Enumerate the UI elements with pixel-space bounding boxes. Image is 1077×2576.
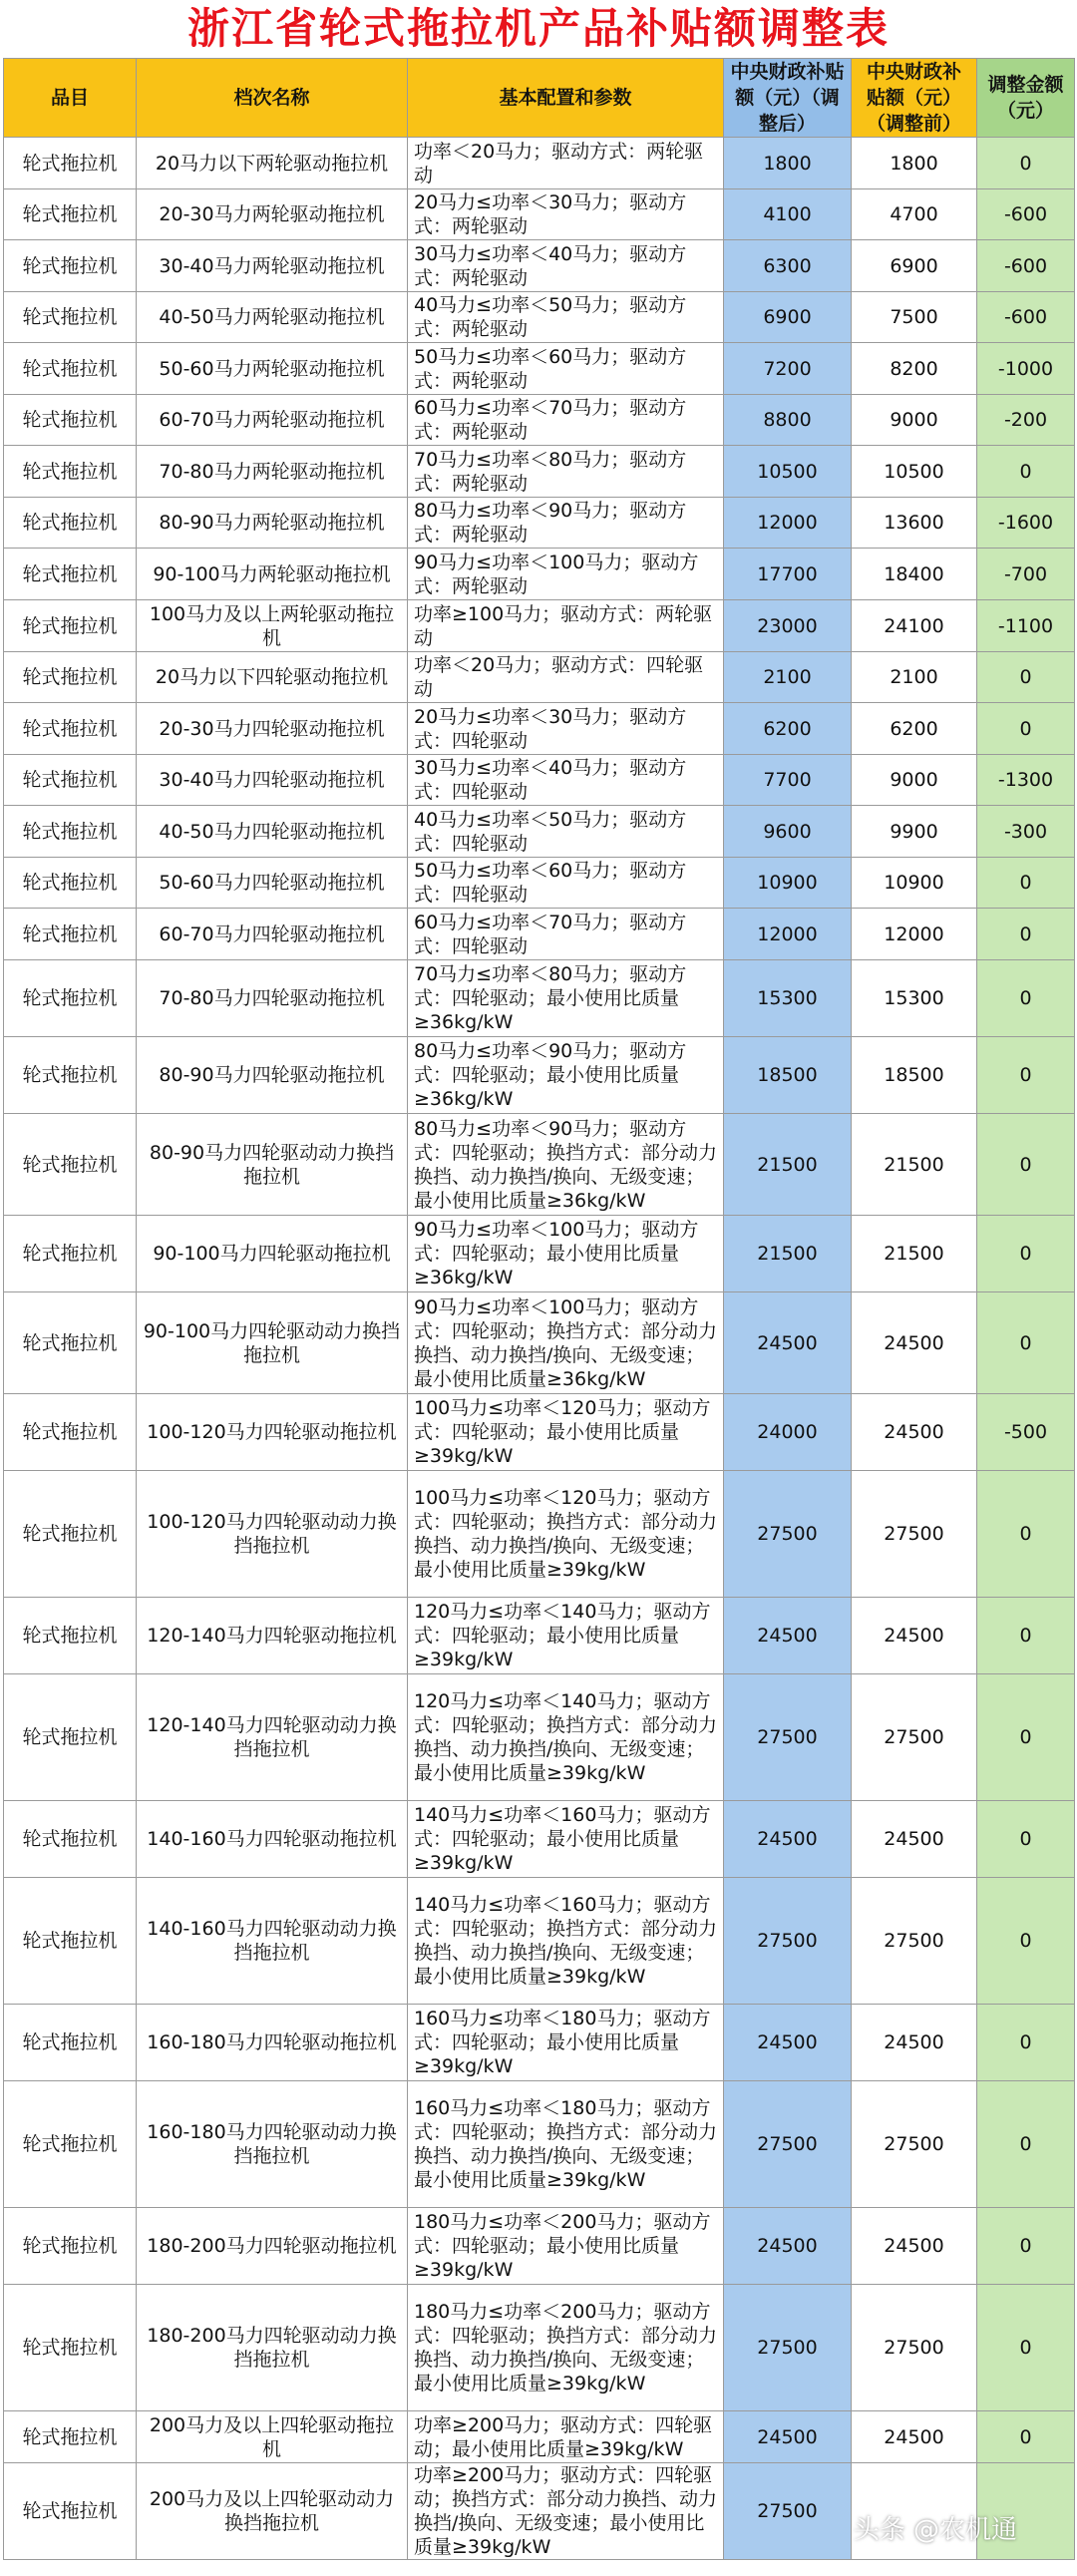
page-title: 浙江省轮式拖拉机产品补贴额调整表: [186, 4, 890, 53]
table-row: [4, 1674, 1075, 1801]
cell-subsidy-after: 6300: [724, 240, 852, 292]
cell-subsidy-after: 8800: [724, 395, 852, 446]
header-subsidy-before: 中央财政补贴额（元）（调整前）: [852, 59, 977, 138]
cell-subsidy-before: 10500: [852, 446, 977, 498]
cell-category: 轮式拖拉机: [4, 1292, 137, 1394]
cell-category: 轮式拖拉机: [4, 858, 137, 909]
cell-category: 轮式拖拉机: [4, 2411, 137, 2463]
cell-grade: 180-200马力四轮驱动拖拉机: [137, 2208, 408, 2285]
cell-category: 轮式拖拉机: [4, 240, 137, 292]
cell-grade: 50-60马力四轮驱动拖拉机: [137, 858, 408, 909]
cell-subsidy-after: 2100: [724, 652, 852, 703]
cell-grade: 30-40马力四轮驱动拖拉机: [137, 755, 408, 806]
header-adjustment: 调整金额（元）: [977, 59, 1075, 138]
cell-category: 轮式拖拉机: [4, 1114, 137, 1216]
cell-category: 轮式拖拉机: [4, 1801, 137, 1878]
table-row: [4, 498, 1075, 549]
cell-spec: 140马力≤功率＜160马力；驱动方式：四轮驱动；最小使用比质量≥39kg/kW: [408, 1801, 724, 1878]
cell-spec: 80马力≤功率＜90马力；驱动方式：两轮驱动: [408, 498, 724, 549]
cell-subsidy-after: 12000: [724, 909, 852, 960]
cell-category: 轮式拖拉机: [4, 189, 137, 240]
table-row: [4, 755, 1075, 806]
table-row: [4, 960, 1075, 1037]
header-spec: 基本配置和参数: [408, 59, 724, 138]
cell-grade: 20马力以下两轮驱动拖拉机: [137, 138, 408, 189]
cell-subsidy-after: 21500: [724, 1216, 852, 1292]
cell-grade: 100-120马力四轮驱动拖拉机: [137, 1394, 408, 1471]
cell-spec: 60马力≤功率＜70马力；驱动方式：两轮驱动: [408, 395, 724, 446]
cell-grade: 60-70马力四轮驱动拖拉机: [137, 909, 408, 960]
cell-spec: 160马力≤功率＜180马力；驱动方式：四轮驱动；换挡方式：部分动力换挡、动力换挡/换向、无级变速；最小使用比质量≥39kg/kW: [408, 2081, 724, 2208]
cell-adjustment: 0: [977, 652, 1075, 703]
cell-grade: 60-70马力两轮驱动拖拉机: [137, 395, 408, 446]
cell-adjustment: -500: [977, 1394, 1075, 1471]
cell-subsidy-before: 24500: [852, 1598, 977, 1674]
cell-subsidy-after: 21500: [724, 1114, 852, 1216]
cell-category: 轮式拖拉机: [4, 806, 137, 858]
table-row: [4, 1801, 1075, 1878]
table-row: [4, 1598, 1075, 1674]
cell-subsidy-before: 1800: [852, 138, 977, 189]
cell-subsidy-after: 24000: [724, 1394, 852, 1471]
cell-adjustment: 0: [977, 909, 1075, 960]
cell-spec: 30马力≤功率＜40马力；驱动方式：四轮驱动: [408, 755, 724, 806]
cell-subsidy-before: 8200: [852, 343, 977, 395]
cell-subsidy-before: 15300: [852, 960, 977, 1037]
cell-subsidy-before: 6900: [852, 240, 977, 292]
cell-spec: 100马力≤功率＜120马力；驱动方式：四轮驱动；最小使用比质量≥39kg/kW: [408, 1394, 724, 1471]
cell-category: 轮式拖拉机: [4, 446, 137, 498]
table-row: [4, 909, 1075, 960]
cell-category: 轮式拖拉机: [4, 703, 137, 755]
cell-adjustment: 0: [977, 1471, 1075, 1598]
table-row: [4, 549, 1075, 600]
cell-subsidy-after: 10900: [724, 858, 852, 909]
table-row: [4, 652, 1075, 703]
cell-adjustment: 0: [977, 1801, 1075, 1878]
table-row: [4, 2208, 1075, 2285]
cell-category: 轮式拖拉机: [4, 2463, 137, 2560]
cell-grade: 100马力及以上两轮驱动拖拉机: [137, 600, 408, 652]
table-row: [4, 292, 1075, 343]
cell-subsidy-after: 17700: [724, 549, 852, 600]
cell-subsidy-before: 24500: [852, 1292, 977, 1394]
cell-subsidy-after: 10500: [724, 446, 852, 498]
cell-spec: 100马力≤功率＜120马力；驱动方式：四轮驱动；换挡方式：部分动力换挡、动力换挡/换向、无级变速；最小使用比质量≥39kg/kW: [408, 1471, 724, 1598]
cell-subsidy-after: 7700: [724, 755, 852, 806]
table-row: [4, 189, 1075, 240]
cell-subsidy-after: 27500: [724, 2463, 852, 2560]
cell-adjustment: 0: [977, 446, 1075, 498]
table-row: [4, 2411, 1075, 2463]
cell-subsidy-after: 7200: [724, 343, 852, 395]
cell-subsidy-before: 24500: [852, 1394, 977, 1471]
cell-subsidy-after: 27500: [724, 1471, 852, 1598]
cell-category: 轮式拖拉机: [4, 395, 137, 446]
cell-adjustment: 0: [977, 2081, 1075, 2208]
cell-spec: 70马力≤功率＜80马力；驱动方式：两轮驱动: [408, 446, 724, 498]
cell-subsidy-before: 27500: [852, 1878, 977, 2005]
cell-spec: 功率≥200马力；驱动方式：四轮驱动；最小使用比质量≥39kg/kW: [408, 2411, 724, 2463]
cell-adjustment: -1600: [977, 498, 1075, 549]
cell-subsidy-after: 24500: [724, 1801, 852, 1878]
cell-grade: 70-80马力四轮驱动拖拉机: [137, 960, 408, 1037]
cell-adjustment: 0: [977, 1878, 1075, 2005]
cell-grade: 160-180马力四轮驱动拖拉机: [137, 2005, 408, 2081]
cell-subsidy-before: 24500: [852, 2208, 977, 2285]
cell-subsidy-before: 6200: [852, 703, 977, 755]
cell-spec: 功率＜20马力；驱动方式：四轮驱动: [408, 652, 724, 703]
cell-grade: 180-200马力四轮驱动动力换挡拖拉机: [137, 2285, 408, 2411]
cell-adjustment: 0: [977, 2411, 1075, 2463]
cell-adjustment: 0: [977, 2285, 1075, 2411]
cell-grade: 90-100马力两轮驱动拖拉机: [137, 549, 408, 600]
cell-subsidy-after: 27500: [724, 1674, 852, 1801]
cell-subsidy-before: 24100: [852, 600, 977, 652]
cell-spec: 90马力≤功率＜100马力；驱动方式：四轮驱动；换挡方式：部分动力换挡、动力换挡/换向、无级变速；最小使用比质量≥36kg/kW: [408, 1292, 724, 1394]
cell-subsidy-before: 10900: [852, 858, 977, 909]
cell-adjustment: -700: [977, 549, 1075, 600]
cell-grade: 40-50马力四轮驱动拖拉机: [137, 806, 408, 858]
cell-spec: 20马力≤功率＜30马力；驱动方式：四轮驱动: [408, 703, 724, 755]
cell-category: 轮式拖拉机: [4, 2081, 137, 2208]
cell-adjustment: -600: [977, 240, 1075, 292]
cell-category: 轮式拖拉机: [4, 2208, 137, 2285]
cell-adjustment: 0: [977, 858, 1075, 909]
cell-grade: 90-100马力四轮驱动动力换挡拖拉机: [137, 1292, 408, 1394]
cell-subsidy-before: 27500: [852, 2081, 977, 2208]
cell-category: 轮式拖拉机: [4, 549, 137, 600]
table-row: [4, 1878, 1075, 2005]
cell-category: 轮式拖拉机: [4, 652, 137, 703]
cell-subsidy-after: 27500: [724, 2285, 852, 2411]
cell-adjustment: -600: [977, 189, 1075, 240]
cell-subsidy-before: 9000: [852, 755, 977, 806]
cell-subsidy-after: 1800: [724, 138, 852, 189]
cell-spec: 20马力≤功率＜30马力；驱动方式：两轮驱动: [408, 189, 724, 240]
cell-subsidy-after: 15300: [724, 960, 852, 1037]
cell-adjustment: 0: [977, 2005, 1075, 2081]
cell-subsidy-after: 23000: [724, 600, 852, 652]
table-row: [4, 2285, 1075, 2411]
cell-grade: 30-40马力两轮驱动拖拉机: [137, 240, 408, 292]
table-body: [4, 138, 1075, 2560]
cell-adjustment: -1100: [977, 600, 1075, 652]
cell-subsidy-before: 18500: [852, 1037, 977, 1114]
cell-subsidy-before: 27500: [852, 2285, 977, 2411]
cell-subsidy-before: 13600: [852, 498, 977, 549]
table-row: [4, 138, 1075, 189]
cell-spec: 90马力≤功率＜100马力；驱动方式：两轮驱动: [408, 549, 724, 600]
header-subsidy-after: 中央财政补贴额（元）（调整后）: [724, 59, 852, 138]
cell-subsidy-after: 4100: [724, 189, 852, 240]
cell-grade: 160-180马力四轮驱动动力换挡拖拉机: [137, 2081, 408, 2208]
cell-subsidy-before: 27500: [852, 1471, 977, 1598]
cell-category: 轮式拖拉机: [4, 2005, 137, 2081]
cell-grade: 140-160马力四轮驱动动力换挡拖拉机: [137, 1878, 408, 2005]
cell-grade: 140-160马力四轮驱动拖拉机: [137, 1801, 408, 1878]
cell-category: 轮式拖拉机: [4, 1394, 137, 1471]
cell-adjustment: 0: [977, 138, 1075, 189]
header-grade: 档次名称: [137, 59, 408, 138]
cell-grade: 80-90马力四轮驱动动力换挡拖拉机: [137, 1114, 408, 1216]
cell-spec: 180马力≤功率＜200马力；驱动方式：四轮驱动；换挡方式：部分动力换挡、动力换挡/换向、无级变速；最小使用比质量≥39kg/kW: [408, 2285, 724, 2411]
cell-subsidy-before: 7500: [852, 292, 977, 343]
cell-spec: 120马力≤功率＜140马力；驱动方式：四轮驱动；最小使用比质量≥39kg/kW: [408, 1598, 724, 1674]
cell-spec: 80马力≤功率＜90马力；驱动方式：四轮驱动；换挡方式：部分动力换挡、动力换挡/换向、无级变速；最小使用比质量≥36kg/kW: [408, 1114, 724, 1216]
cell-spec: 50马力≤功率＜60马力；驱动方式：两轮驱动: [408, 343, 724, 395]
cell-adjustment: -600: [977, 292, 1075, 343]
cell-subsidy-before: 24500: [852, 2411, 977, 2463]
cell-spec: 功率＜20马力；驱动方式：两轮驱动: [408, 138, 724, 189]
cell-subsidy-after: 24500: [724, 2005, 852, 2081]
cell-spec: 40马力≤功率＜50马力；驱动方式：两轮驱动: [408, 292, 724, 343]
cell-subsidy-before: 24500: [852, 1801, 977, 1878]
cell-grade: 70-80马力两轮驱动拖拉机: [137, 446, 408, 498]
cell-grade: 200马力及以上四轮驱动拖拉机: [137, 2411, 408, 2463]
table-row: [4, 600, 1075, 652]
cell-subsidy-after: 27500: [724, 2081, 852, 2208]
table-row: [4, 1394, 1075, 1471]
table-row: [4, 446, 1075, 498]
cell-adjustment: 0: [977, 1114, 1075, 1216]
table-row: [4, 1114, 1075, 1216]
cell-spec: 180马力≤功率＜200马力；驱动方式：四轮驱动；最小使用比质量≥39kg/kW: [408, 2208, 724, 2285]
table-row: [4, 858, 1075, 909]
cell-adjustment: -1300: [977, 755, 1075, 806]
cell-grade: 50-60马力两轮驱动拖拉机: [137, 343, 408, 395]
cell-subsidy-before: 9900: [852, 806, 977, 858]
cell-adjustment: 0: [977, 703, 1075, 755]
cell-spec: 40马力≤功率＜50马力；驱动方式：四轮驱动: [408, 806, 724, 858]
cell-spec: 120马力≤功率＜140马力；驱动方式：四轮驱动；换挡方式：部分动力换挡、动力换挡/换向、无级变速；最小使用比质量≥39kg/kW: [408, 1674, 724, 1801]
table-row: [4, 1471, 1075, 1598]
table-row: [4, 806, 1075, 858]
table-row: [4, 395, 1075, 446]
cell-category: 轮式拖拉机: [4, 1037, 137, 1114]
cell-adjustment: 0: [977, 2208, 1075, 2285]
cell-spec: 160马力≤功率＜180马力；驱动方式：四轮驱动；最小使用比质量≥39kg/kW: [408, 2005, 724, 2081]
cell-category: 轮式拖拉机: [4, 138, 137, 189]
cell-category: 轮式拖拉机: [4, 343, 137, 395]
cell-grade: 100-120马力四轮驱动动力换挡拖拉机: [137, 1471, 408, 1598]
cell-adjustment: 0: [977, 1216, 1075, 1292]
cell-subsidy-before: 18400: [852, 549, 977, 600]
header-category: 品目: [4, 59, 137, 138]
cell-adjustment: -200: [977, 395, 1075, 446]
cell-subsidy-after: 18500: [724, 1037, 852, 1114]
cell-category: 轮式拖拉机: [4, 909, 137, 960]
cell-grade: 20-30马力四轮驱动拖拉机: [137, 703, 408, 755]
cell-category: 轮式拖拉机: [4, 1598, 137, 1674]
cell-adjustment: 0: [977, 1674, 1075, 1801]
table-row: [4, 1037, 1075, 1114]
cell-category: 轮式拖拉机: [4, 755, 137, 806]
cell-subsidy-before: 2100: [852, 652, 977, 703]
cell-spec: 70马力≤功率＜80马力；驱动方式：四轮驱动；最小使用比质量≥36kg/kW: [408, 960, 724, 1037]
cell-category: 轮式拖拉机: [4, 1878, 137, 2005]
cell-subsidy-before: 24500: [852, 2005, 977, 2081]
cell-grade: 80-90马力两轮驱动拖拉机: [137, 498, 408, 549]
cell-subsidy-before: 21500: [852, 1114, 977, 1216]
watermark: 头条 @农机通: [853, 2515, 1017, 2545]
cell-subsidy-before: 21500: [852, 1216, 977, 1292]
cell-subsidy-after: 24500: [724, 1292, 852, 1394]
cell-subsidy-before: 4700: [852, 189, 977, 240]
cell-adjustment: 0: [977, 960, 1075, 1037]
subsidy-table: [3, 58, 1075, 2560]
cell-grade: 40-50马力两轮驱动拖拉机: [137, 292, 408, 343]
cell-spec: 60马力≤功率＜70马力；驱动方式：四轮驱动: [408, 909, 724, 960]
cell-subsidy-before: 12000: [852, 909, 977, 960]
cell-subsidy-after: 9600: [724, 806, 852, 858]
cell-adjustment: -300: [977, 806, 1075, 858]
cell-spec: 50马力≤功率＜60马力；驱动方式：四轮驱动: [408, 858, 724, 909]
cell-subsidy-after: 6200: [724, 703, 852, 755]
cell-category: 轮式拖拉机: [4, 292, 137, 343]
table-row: [4, 2081, 1075, 2208]
cell-grade: 200马力及以上四轮驱动动力换挡拖拉机: [137, 2463, 408, 2560]
cell-spec: 功率≥100马力；驱动方式：两轮驱动: [408, 600, 724, 652]
cell-adjustment: -1000: [977, 343, 1075, 395]
cell-spec: 30马力≤功率＜40马力；驱动方式：两轮驱动: [408, 240, 724, 292]
cell-category: 轮式拖拉机: [4, 1674, 137, 1801]
cell-category: 轮式拖拉机: [4, 960, 137, 1037]
cell-subsidy-after: 24500: [724, 1598, 852, 1674]
table-row: [4, 343, 1075, 395]
cell-grade: 90-100马力四轮驱动拖拉机: [137, 1216, 408, 1292]
cell-spec: 140马力≤功率＜160马力；驱动方式：四轮驱动；换挡方式：部分动力换挡、动力换挡/换向、无级变速；最小使用比质量≥39kg/kW: [408, 1878, 724, 2005]
cell-category: 轮式拖拉机: [4, 600, 137, 652]
cell-spec: 80马力≤功率＜90马力；驱动方式：四轮驱动；最小使用比质量≥36kg/kW: [408, 1037, 724, 1114]
table-row: [4, 1292, 1075, 1394]
cell-grade: 80-90马力四轮驱动拖拉机: [137, 1037, 408, 1114]
cell-subsidy-after: 12000: [724, 498, 852, 549]
table-row: [4, 240, 1075, 292]
cell-subsidy-after: 24500: [724, 2208, 852, 2285]
cell-category: 轮式拖拉机: [4, 498, 137, 549]
table-row: [4, 703, 1075, 755]
cell-adjustment: 0: [977, 1037, 1075, 1114]
cell-subsidy-after: 24500: [724, 2411, 852, 2463]
cell-adjustment: 0: [977, 1292, 1075, 1394]
cell-subsidy-before: 9000: [852, 395, 977, 446]
cell-subsidy-before: 27500: [852, 1674, 977, 1801]
table-header-row: [4, 59, 1075, 138]
cell-grade: 20马力以下四轮驱动拖拉机: [137, 652, 408, 703]
cell-spec: 功率≥200马力；驱动方式：四轮驱动；换挡方式：部分动力换挡、动力换挡/换向、无级变速；最小使用比质量≥39kg/kW: [408, 2463, 724, 2560]
cell-category: 轮式拖拉机: [4, 1216, 137, 1292]
cell-spec: 90马力≤功率＜100马力；驱动方式：四轮驱动；最小使用比质量≥36kg/kW: [408, 1216, 724, 1292]
cell-adjustment: 0: [977, 1598, 1075, 1674]
cell-grade: 120-140马力四轮驱动动力换挡拖拉机: [137, 1674, 408, 1801]
cell-category: 轮式拖拉机: [4, 1471, 137, 1598]
cell-grade: 120-140马力四轮驱动拖拉机: [137, 1598, 408, 1674]
table-row: [4, 2005, 1075, 2081]
table-row: [4, 1216, 1075, 1292]
cell-subsidy-after: 27500: [724, 1878, 852, 2005]
cell-subsidy-after: 6900: [724, 292, 852, 343]
cell-grade: 20-30马力两轮驱动拖拉机: [137, 189, 408, 240]
cell-category: 轮式拖拉机: [4, 2285, 137, 2411]
